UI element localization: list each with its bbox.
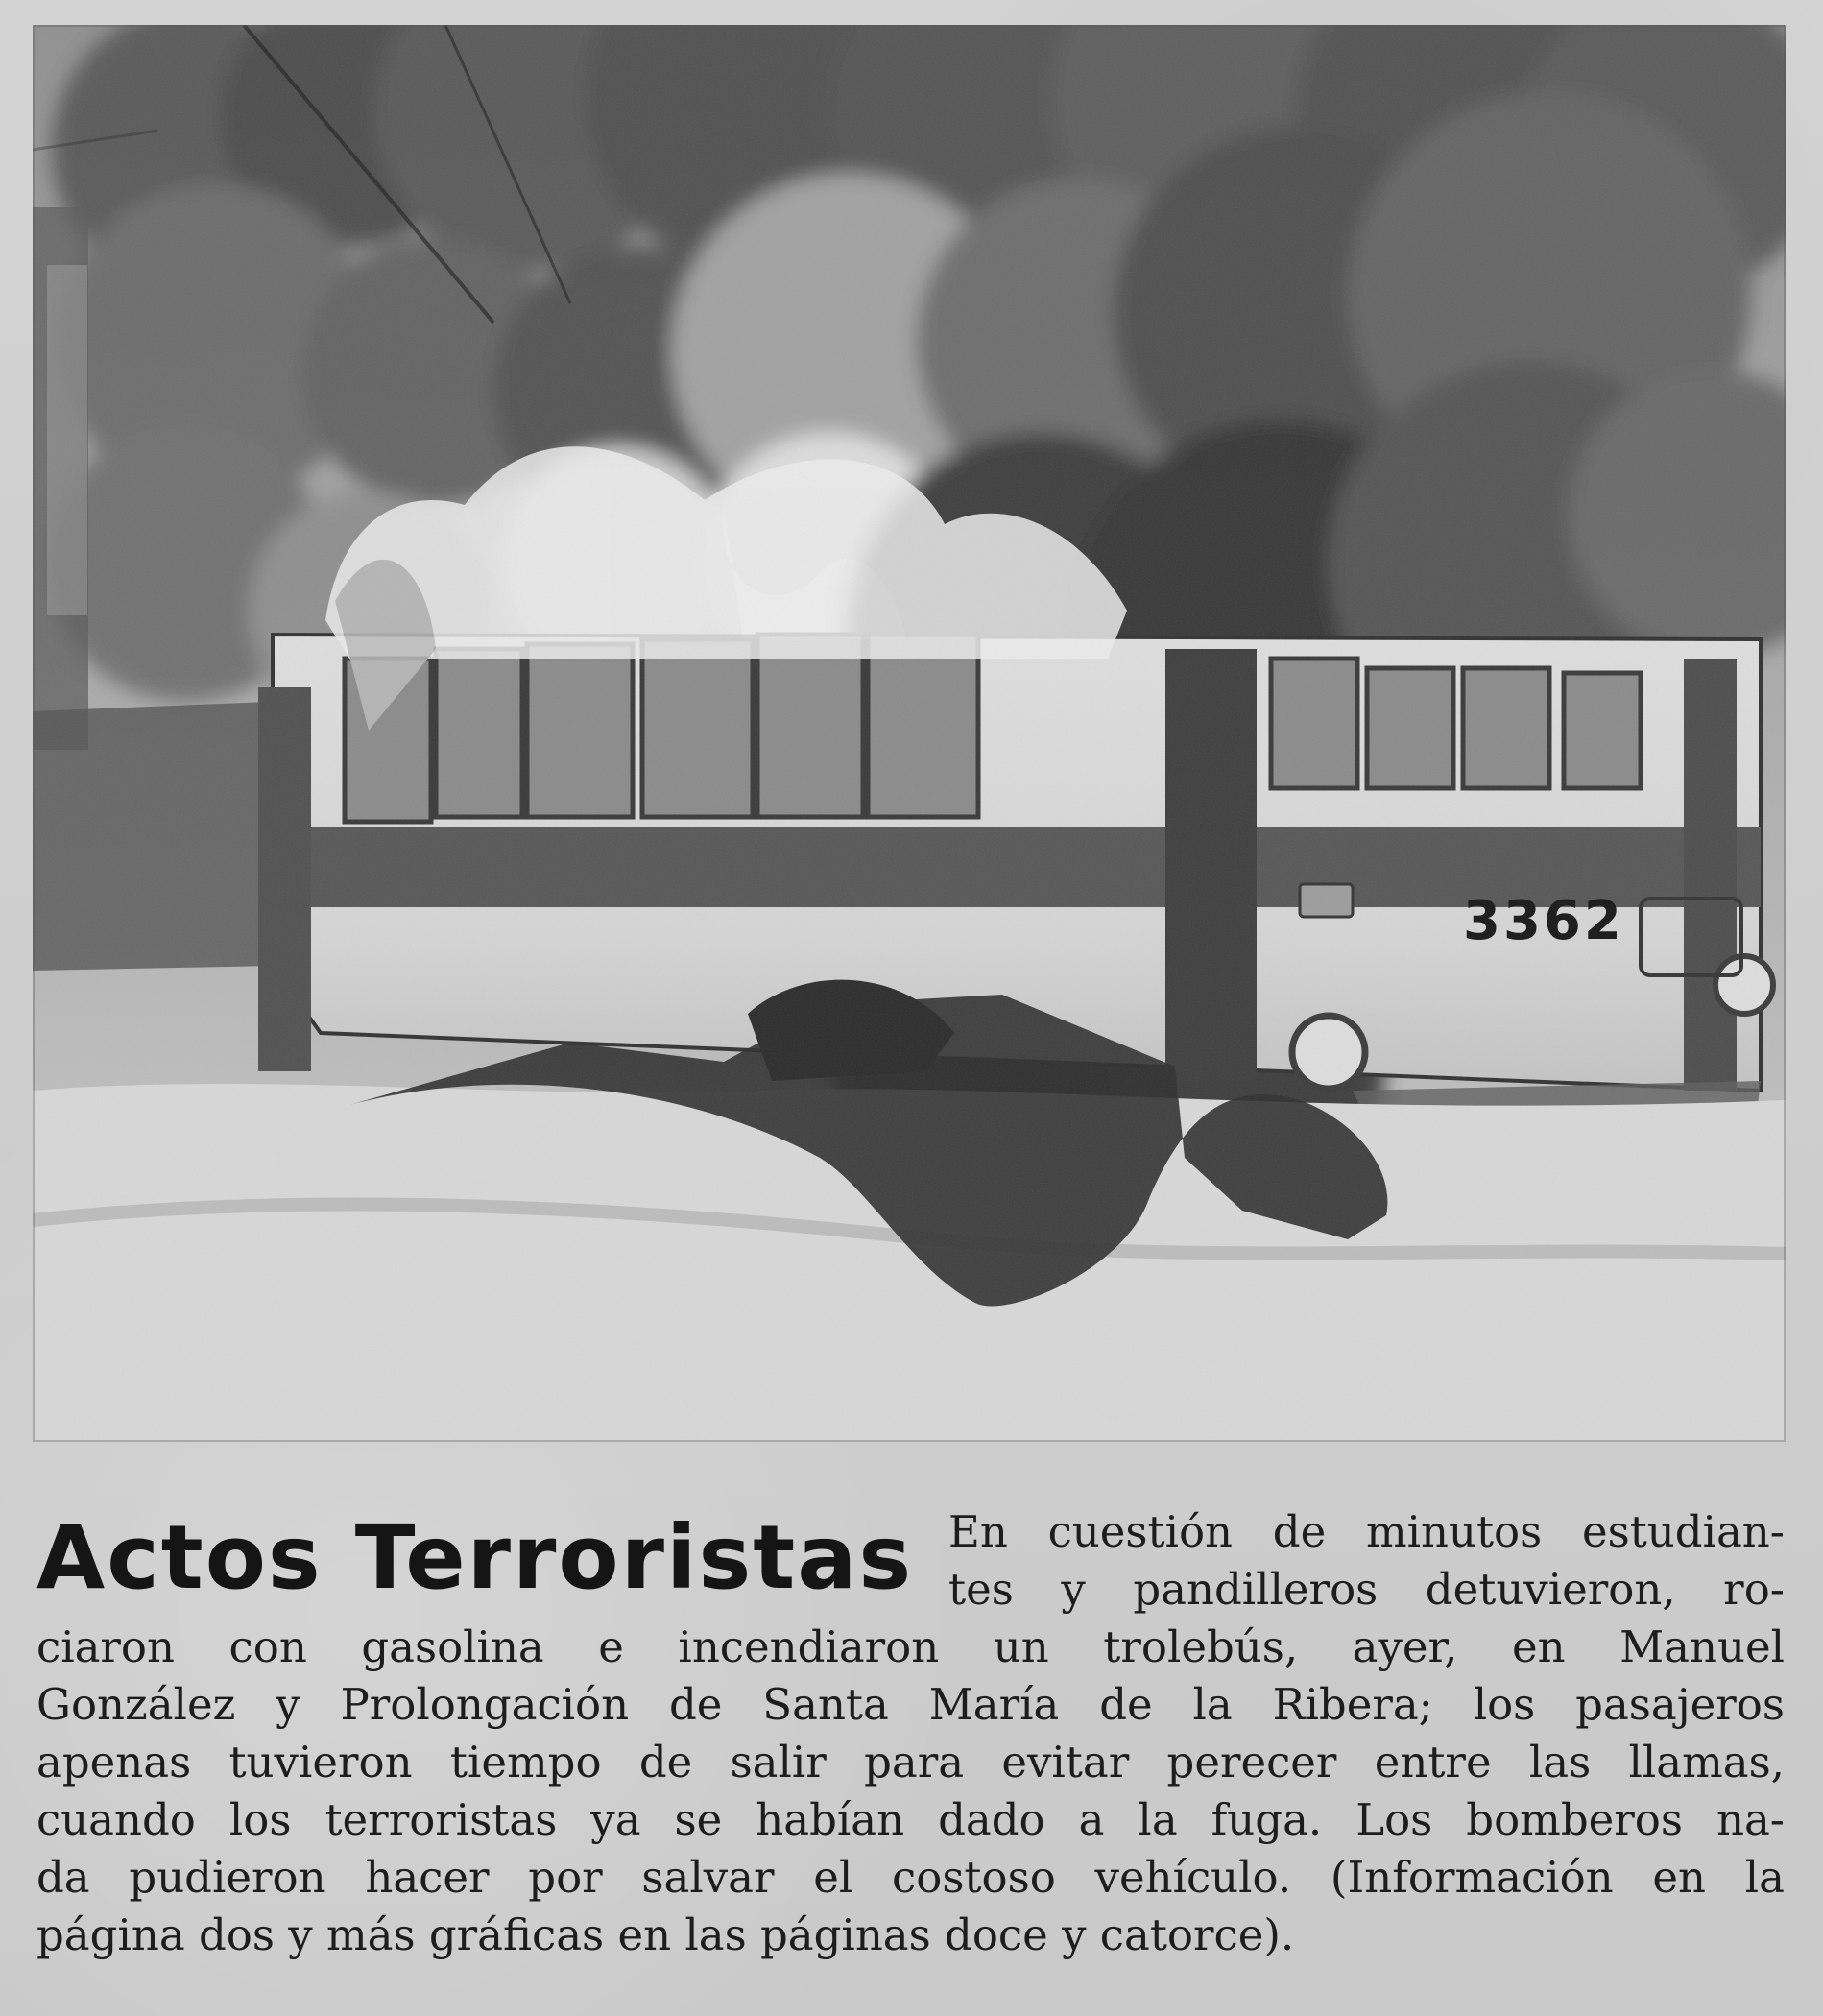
- caption-line: da pudieron hacer por salvar el costoso vehículo. (Información en la: [36, 1852, 1785, 1903]
- headline: Actos Terroristas: [36, 1506, 914, 1609]
- article-caption: [36, 1490, 1785, 1989]
- caption-line: apenas tuvieron tiempo de salir para evitar perecer entre las llamas,: [36, 1737, 1785, 1788]
- caption-line: tes y pandilleros detuvieron, ro-: [948, 1564, 1785, 1615]
- caption-line: González y Prolongación de Santa María de la Ribera; los pasajeros: [36, 1679, 1785, 1730]
- burning-trolleybus-photo: [33, 25, 1786, 1442]
- caption-line: página dos y más gráficas en las páginas doce y catorce).: [36, 1909, 1295, 1960]
- caption-line: ciaron con gasolina e incendiaron un trolebús, ayer, en Manuel: [36, 1621, 1785, 1672]
- news-photo: [33, 25, 1786, 1442]
- caption-line: En cuestión de minutos estudian-: [948, 1506, 1785, 1557]
- caption-line: cuando los terroristas ya se habían dado a la fuga. Los bomberos na-: [36, 1794, 1785, 1845]
